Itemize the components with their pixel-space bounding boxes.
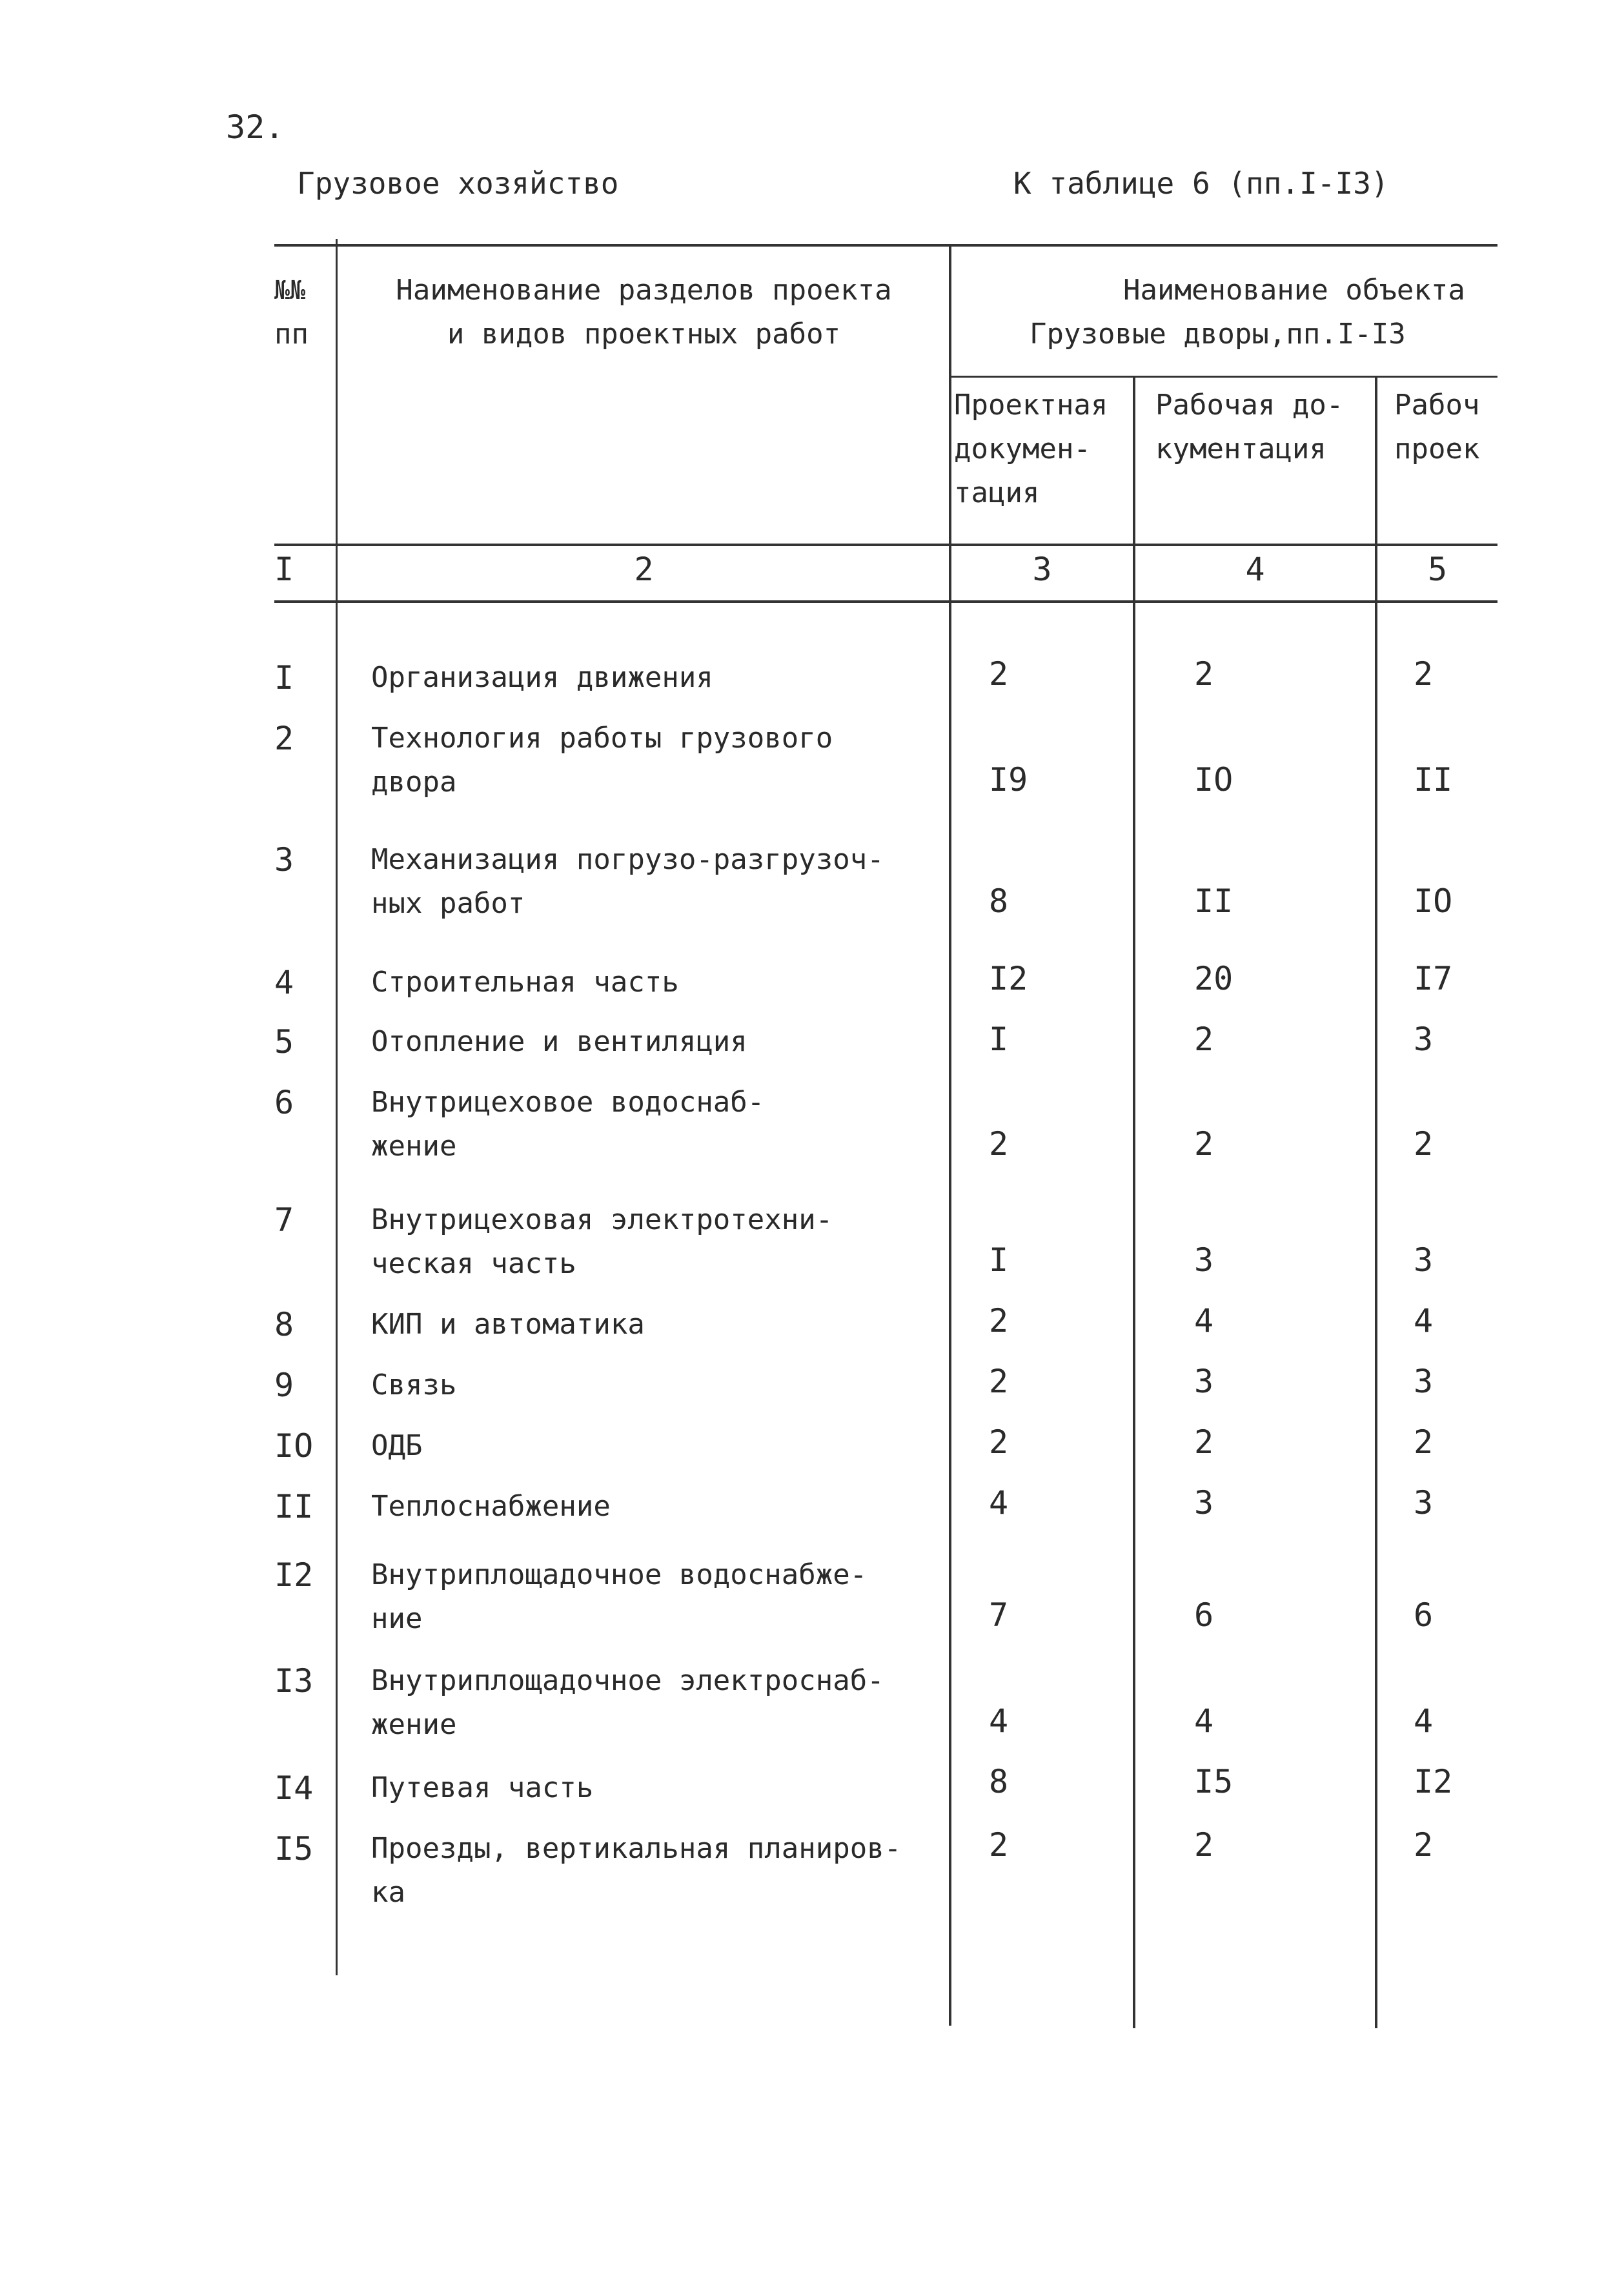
row-name: ОДБ xyxy=(371,1429,423,1462)
cell-col3: I2 xyxy=(989,960,1028,997)
cell-col5: 3 xyxy=(1414,1484,1434,1522)
header-object-line1: Наименование объекта xyxy=(1123,274,1465,307)
cell-col4: 3 xyxy=(1194,1363,1214,1400)
cell-col3: 2 xyxy=(989,1826,1009,1864)
row-number: I3 xyxy=(274,1662,314,1700)
cell-col4: IO xyxy=(1194,761,1233,799)
cell-col4: 2 xyxy=(1194,1826,1214,1864)
header-col3-line3: тация xyxy=(954,476,1040,509)
row-number: IO xyxy=(274,1427,314,1465)
row-name: Организация движения xyxy=(371,661,713,694)
row-name: Путевая часть xyxy=(371,1771,594,1804)
cell-col5: 3 xyxy=(1414,1363,1434,1400)
cell-col4: 2 xyxy=(1194,655,1214,693)
cell-col3: 7 xyxy=(989,1596,1009,1634)
cell-col5: 4 xyxy=(1414,1302,1434,1339)
cell-col3: 2 xyxy=(989,1302,1009,1339)
header-name-line1: Наименование разделов проекта xyxy=(396,274,892,307)
cell-col3: 2 xyxy=(989,1125,1009,1163)
row-number: I2 xyxy=(274,1556,314,1594)
header-col3-line1: Проектная xyxy=(954,389,1108,422)
header-name-line2: и видов проектных работ xyxy=(447,318,841,351)
header-col5-line1: Рабоч xyxy=(1394,389,1480,422)
cell-col3: 2 xyxy=(989,1363,1009,1400)
cell-col3: 4 xyxy=(989,1484,1009,1522)
row-name: КИП и автоматика xyxy=(371,1308,645,1341)
row-number: I5 xyxy=(274,1830,314,1868)
cell-col3: 8 xyxy=(989,1763,1009,1800)
col-divider-4 xyxy=(1375,376,1377,2028)
cell-col5: 6 xyxy=(1414,1596,1434,1634)
header-num-label: №№ xyxy=(274,276,306,305)
row-number: 7 xyxy=(274,1201,294,1239)
row-name-cont: двора xyxy=(371,766,457,799)
row-name: Строительная часть xyxy=(371,966,679,999)
cell-col4: I5 xyxy=(1194,1763,1233,1800)
cell-col5: 3 xyxy=(1414,1021,1434,1058)
section-title: Грузовое хозяйство xyxy=(297,166,619,201)
cell-col4: 3 xyxy=(1194,1241,1214,1279)
cell-col5: 2 xyxy=(1414,1125,1434,1163)
cell-col3: I9 xyxy=(989,761,1028,799)
colnum-4: 4 xyxy=(1245,551,1265,588)
row-number: I4 xyxy=(274,1769,314,1807)
col-divider-2 xyxy=(949,244,951,2026)
cell-col3: 2 xyxy=(989,1423,1009,1461)
cell-col4: 4 xyxy=(1194,1702,1214,1740)
colnum-2: 2 xyxy=(634,551,654,588)
row-name: Связь xyxy=(371,1369,457,1401)
row-name: Отопление и вентиляция xyxy=(371,1025,747,1058)
header-col4-line2: кументация xyxy=(1155,433,1326,465)
header-col5-line2: проек xyxy=(1394,433,1480,465)
row-name: Теплоснабжение xyxy=(371,1490,611,1523)
cell-col5: II xyxy=(1414,761,1453,799)
row-name-cont: ных работ xyxy=(371,887,525,920)
row-number: 2 xyxy=(274,720,294,757)
table-reference: К таблице 6 (пп.I-I3) xyxy=(1013,166,1389,201)
cell-col4: 4 xyxy=(1194,1302,1214,1339)
cell-col5: 2 xyxy=(1414,1826,1434,1864)
cell-col4: 2 xyxy=(1194,1125,1214,1163)
cell-col5: 4 xyxy=(1414,1702,1434,1740)
colnum-5: 5 xyxy=(1427,551,1448,588)
row-number: I xyxy=(274,659,294,697)
header-col3-line2: докумен- xyxy=(954,433,1091,465)
cell-col4: 6 xyxy=(1194,1596,1214,1634)
cell-col5: 2 xyxy=(1414,1423,1434,1461)
row-number: 8 xyxy=(274,1306,294,1343)
cell-col5: I2 xyxy=(1414,1763,1453,1800)
row-number: II xyxy=(274,1488,314,1525)
row-name-cont: ческая часть xyxy=(371,1247,576,1280)
header-object-line2: Грузовые дворы,пп.I-I3 xyxy=(1030,318,1406,351)
page-number: 32. xyxy=(226,108,285,146)
row-number: 4 xyxy=(274,964,294,1001)
cell-col3: 4 xyxy=(989,1702,1009,1740)
cell-col5: 2 xyxy=(1414,655,1434,693)
cell-col3: 2 xyxy=(989,655,1009,693)
row-name-cont: жение xyxy=(371,1708,457,1741)
col-divider-1 xyxy=(336,239,338,1975)
table-top-rule xyxy=(274,244,1497,247)
cell-col5: IO xyxy=(1414,882,1453,920)
header-num-label-2: пп xyxy=(274,318,309,351)
cell-col5: 3 xyxy=(1414,1241,1434,1279)
row-number: 6 xyxy=(274,1084,294,1121)
col-divider-3 xyxy=(1133,376,1135,2028)
row-name: Внутриплощадочное электроснаб- xyxy=(371,1664,884,1697)
cell-col4: 3 xyxy=(1194,1484,1214,1522)
cell-col4: II xyxy=(1194,882,1233,920)
row-name: Механизация погрузо-разгрузоч- xyxy=(371,843,884,876)
row-name: Внутрицеховое водоснаб- xyxy=(371,1086,765,1119)
cell-col4: 2 xyxy=(1194,1423,1214,1461)
header-bottom-rule xyxy=(274,544,1497,546)
cell-col3: 8 xyxy=(989,882,1009,920)
row-name: Технология работы грузового xyxy=(371,722,833,755)
row-name-cont: жение xyxy=(371,1130,457,1163)
row-name: Внутрицеховая электротехни- xyxy=(371,1203,833,1236)
row-number: 3 xyxy=(274,841,294,879)
object-header-rule xyxy=(949,376,1497,378)
colnum-bottom-rule xyxy=(274,600,1497,603)
row-number: 9 xyxy=(274,1367,294,1404)
cell-col5: I7 xyxy=(1414,960,1453,997)
colnum-3: 3 xyxy=(1032,551,1052,588)
header-col4-line1: Рабочая до- xyxy=(1155,389,1344,422)
row-name-cont: ка xyxy=(371,1876,405,1909)
row-name: Внутриплощадочное водоснабже- xyxy=(371,1558,868,1591)
row-number: 5 xyxy=(274,1023,294,1061)
row-name: Проезды, вертикальная планиров- xyxy=(371,1832,902,1865)
cell-col4: 2 xyxy=(1194,1021,1214,1058)
cell-col4: 20 xyxy=(1194,960,1233,997)
cell-col3: I xyxy=(989,1021,1009,1058)
colnum-1: I xyxy=(274,551,294,588)
cell-col3: I xyxy=(989,1241,1009,1279)
row-name-cont: ние xyxy=(371,1602,423,1635)
